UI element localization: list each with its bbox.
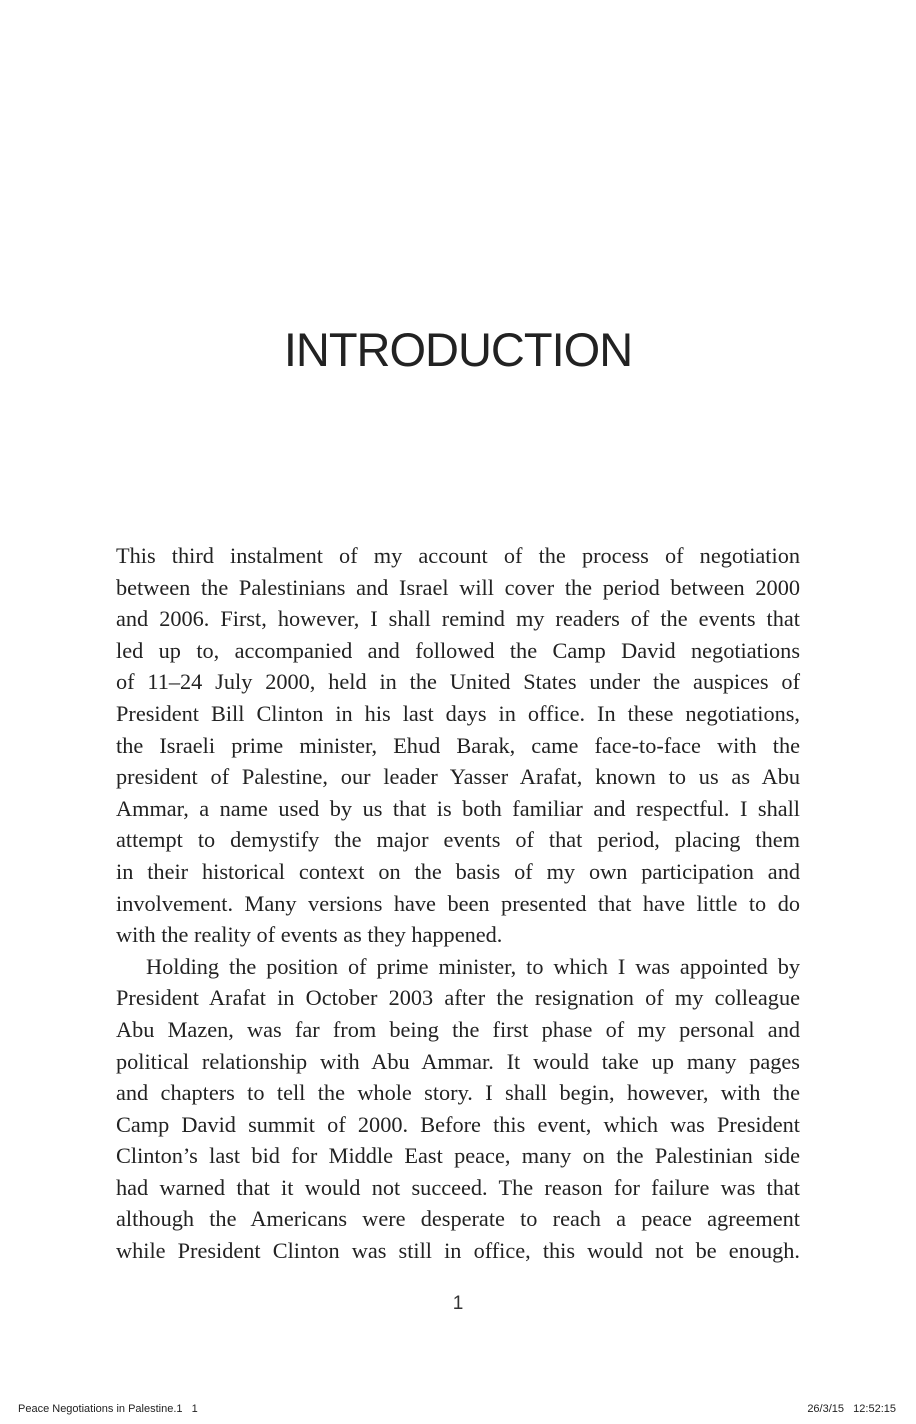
text-line: President Bill Clinton in his last days in office. In these negotiations, [116, 700, 800, 726]
text-line: involvement. Many versions have been presented that have little to do [116, 890, 800, 916]
page-number: 1 [452, 1293, 464, 1314]
paragraph [116, 951, 800, 1267]
text-line: while President Clinton was still in office, this would not be enough. [116, 1238, 800, 1264]
text-line: Holding the position of prime minister, to which I was appointed by [146, 953, 800, 979]
text-line: of 11–24 July 2000, held in the United States under the auspices of [116, 669, 800, 695]
chapter-title: INTRODUCTION [283, 323, 633, 376]
text-line: This third instalment of my account of the process of negotiation [116, 543, 800, 568]
body-text [116, 540, 800, 1267]
text-line: had warned that it would not succeed. The reason for failure was that [116, 1174, 800, 1200]
text-line: led up to, accompanied and followed the Camp David negotiations [116, 637, 800, 663]
text-line: Clinton’s last bid for Middle East peace, many on the Palestinian side [116, 1143, 800, 1169]
text-line: Ammar, a name used by us that is both familiar and respectful. I shall [116, 795, 800, 821]
text-line: Camp David summit of 2000. Before this event, which was President [116, 1111, 800, 1137]
text-line: and 2006. First, however, I shall remind my readers of the events that [116, 606, 800, 632]
text-line: and chapters to tell the whole story. I shall begin, however, with the [116, 1080, 800, 1106]
text-line: in their historical context on the basis of my own participation and [116, 858, 800, 884]
text-line: with the reality of events as they happened. [116, 922, 503, 948]
text-line: attempt to demystify the major events of that period, placing them [116, 827, 800, 853]
text-line: although the Americans were desperate to reach a peace agreement [116, 1206, 800, 1232]
text-line: political relationship with Abu Ammar. It would take up many pages [116, 1048, 800, 1074]
text-line: President Arafat in October 2003 after the resignation of my colleague [116, 985, 800, 1011]
text-line: president of Palestine, our leader Yasser Arafat, known to us as Abu [116, 764, 800, 790]
text-line: the Israeli prime minister, Ehud Barak, came face-to-face with the [116, 732, 800, 758]
text-line: Abu Mazen, was far from being the first phase of my personal and [116, 1016, 800, 1042]
paragraph [116, 540, 800, 951]
text-line: between the Palestinians and Israel will cover the period between 2000 [116, 574, 800, 600]
footer-filename: Peace Negotiations in Palestine.1 1 [18, 1403, 198, 1415]
footer-timestamp: 26/3/15 12:52:15 [807, 1403, 896, 1415]
